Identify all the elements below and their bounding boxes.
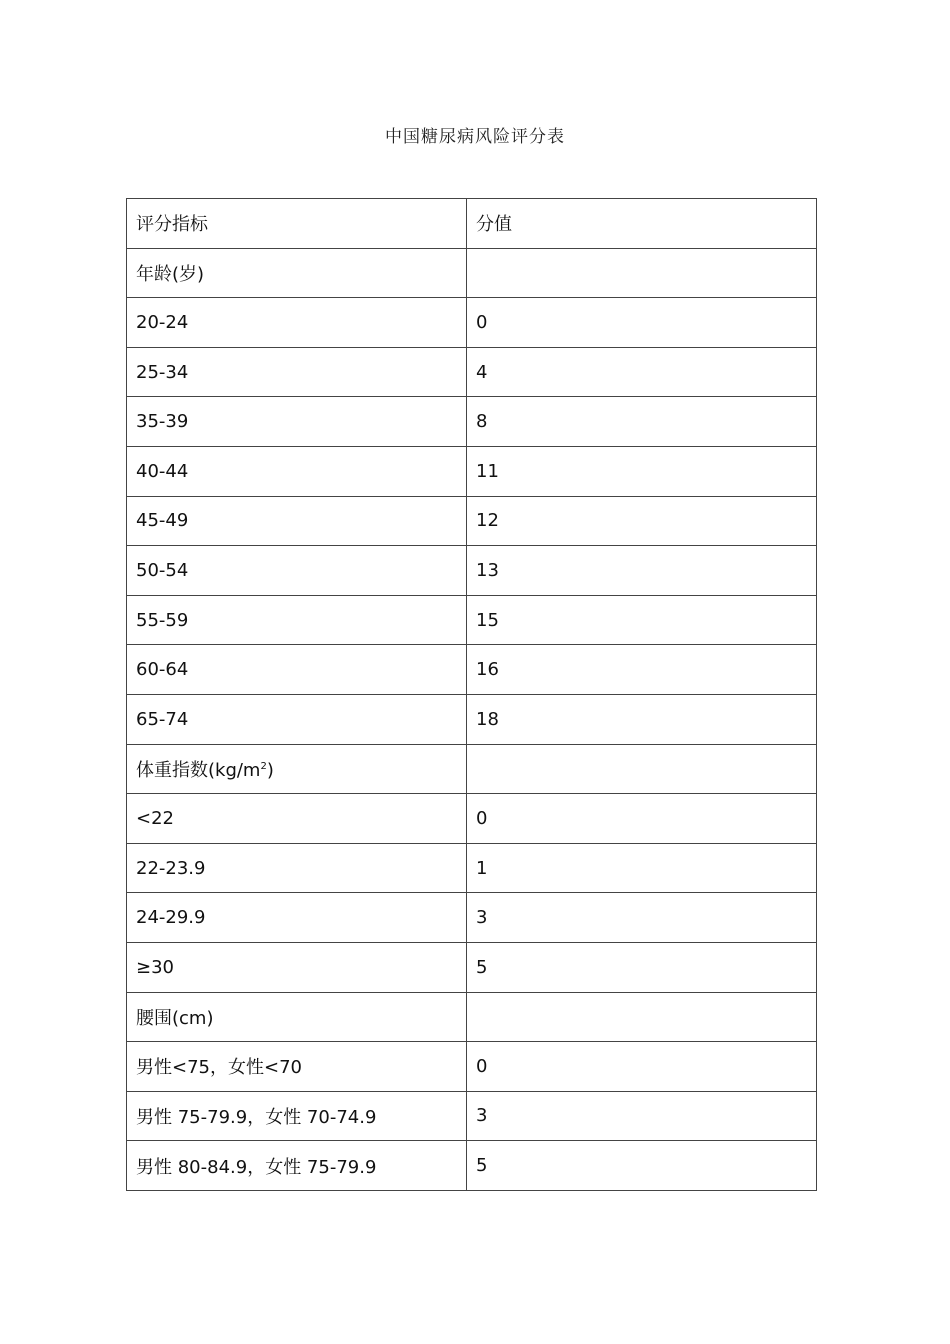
indicator-cell [127,645,467,695]
indicator-text: 25-34 [136,361,189,383]
score-cell: 8 [467,397,817,447]
indicator-cell [127,1141,467,1191]
table-section-row [127,992,817,1042]
score-cell [467,744,817,794]
score-cell: 3 [467,1091,817,1141]
table-row [127,446,817,496]
table-row [127,595,817,645]
table-header-row [127,199,817,249]
indicator-cell [127,694,467,744]
table-body [127,199,817,1191]
score-cell [467,248,817,298]
indicator-text: 男性 75-79.9，女性 70-74.9 [136,1106,377,1128]
indicator-text: 55-59 [136,609,189,631]
header-score: 分值 [467,199,817,249]
indicator-text: ≥30 [136,956,174,978]
table-row [127,694,817,744]
table-row [127,794,817,844]
indicator-cell [127,942,467,992]
score-cell: 0 [467,1042,817,1092]
score-cell: 13 [467,546,817,596]
indicator-cell [127,397,467,447]
score-cell [467,992,817,1042]
table-row [127,843,817,893]
indicator-cell [127,1042,467,1092]
score-cell: 16 [467,645,817,695]
section-label [127,248,467,298]
score-cell: 5 [467,942,817,992]
risk-score-table [126,198,817,1191]
table-row [127,1091,817,1141]
score-cell: 3 [467,893,817,943]
section-label [127,992,467,1042]
indicator-text: 男性 80-84.9，女性 75-79.9 [136,1156,377,1178]
score-cell: 0 [467,794,817,844]
section-label [127,744,467,794]
superscript: 2 [260,760,267,772]
score-cell: 18 [467,694,817,744]
indicator-text: 60-64 [136,659,189,681]
indicator-text: 体重指数(kg/m [136,759,261,781]
indicator-text: 男性<75，女性<70 [136,1057,302,1079]
indicator-text: 腰围(cm) [136,1007,214,1029]
score-cell: 4 [467,347,817,397]
indicator-text: 45-49 [136,510,189,532]
indicator-suffix: ) [266,759,274,781]
score-cell: 1 [467,843,817,893]
indicator-cell [127,546,467,596]
table-row [127,546,817,596]
indicator-cell [127,595,467,645]
indicator-cell [127,794,467,844]
indicator-cell [127,843,467,893]
score-cell: 5 [467,1141,817,1191]
indicator-text: 50-54 [136,559,189,581]
score-cell: 12 [467,496,817,546]
indicator-cell [127,893,467,943]
indicator-text: 35-39 [136,411,189,433]
table-row [127,298,817,348]
header-indicator: 评分指标 [127,199,467,249]
indicator-cell [127,298,467,348]
indicator-cell [127,446,467,496]
score-cell: 15 [467,595,817,645]
indicator-text: 40-44 [136,460,189,482]
table-row [127,1042,817,1092]
indicator-cell [127,496,467,546]
table-row [127,893,817,943]
score-cell: 0 [467,298,817,348]
indicator-cell [127,347,467,397]
table-row [127,1141,817,1191]
table-row [127,496,817,546]
indicator-text: <22 [136,807,174,829]
indicator-text: 24-29.9 [136,907,206,929]
table-row [127,397,817,447]
table-section-row [127,744,817,794]
document-title: 中国糖尿病风险评分表 [385,127,565,147]
table-row [127,645,817,695]
score-cell: 11 [467,446,817,496]
table-row [127,347,817,397]
indicator-cell [127,1091,467,1141]
indicator-text: 年龄(岁) [136,263,205,285]
indicator-text: 65-74 [136,708,189,730]
indicator-text: 20-24 [136,311,189,333]
table-row [127,942,817,992]
table-section-row [127,248,817,298]
indicator-text: 22-23.9 [136,857,206,879]
